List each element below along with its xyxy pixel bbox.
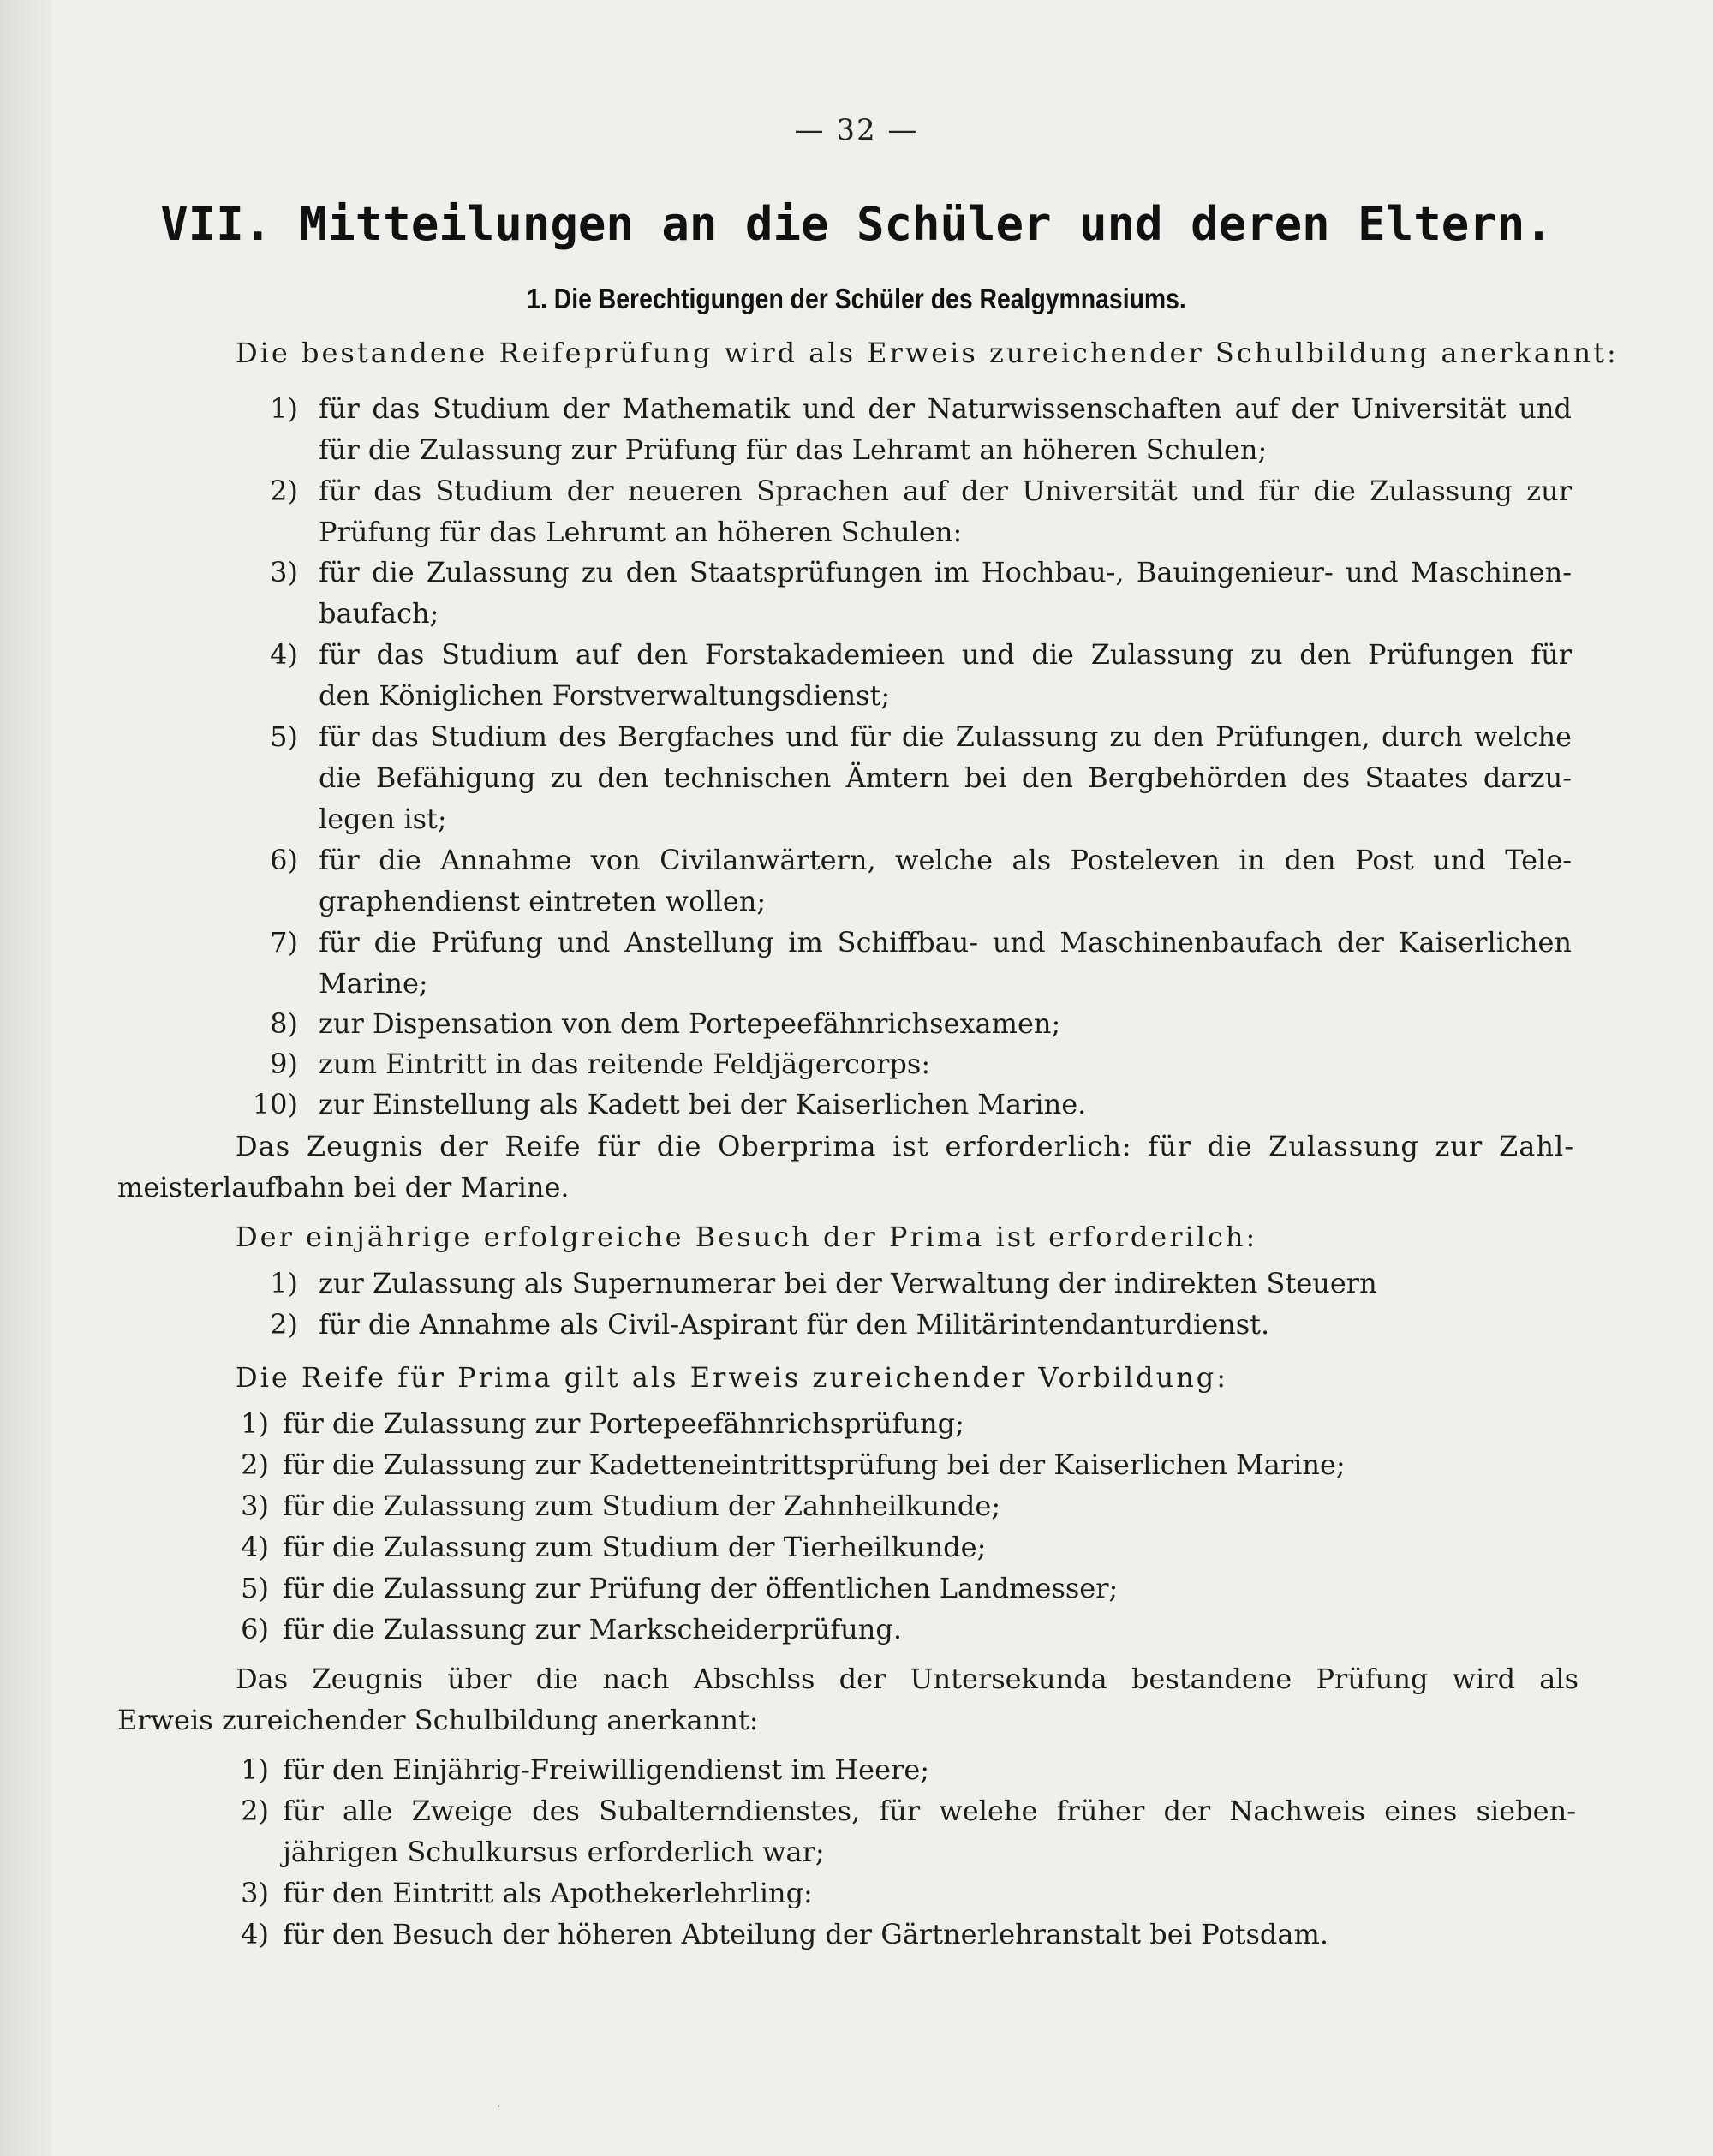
list-item-line: graphendienst eintreten wollen; — [319, 885, 767, 917]
list-number: 3) — [270, 556, 298, 588]
list-item-line: für die Annahme als Civil-Aspirant für den Militärintendanturdienst. — [319, 1308, 1270, 1341]
list-item-line: zum Eintritt in das reitende Feldjägercorps: — [319, 1048, 931, 1080]
list-item-line: für die Zulassung zur Portepeefähnrichsprüfung; — [283, 1407, 964, 1440]
list-number: 2) — [270, 475, 298, 507]
list-number: 3) — [241, 1490, 269, 1522]
list-number: 1) — [270, 392, 298, 425]
list-item-line: für die Zulassung zum Studium der Zahnheilkunde; — [283, 1490, 1001, 1522]
list-item-line: für die Zulassung zur Prüfung der öffentlichen Landmesser; — [283, 1572, 1119, 1604]
list-item-line: für die Zulassung zur Kadetteneintrittsprüfung bei der Kaiserlichen Marine; — [283, 1448, 1346, 1481]
list-item-line: für das Studium des Bergfaches und für die Zulassung zu den Prüfungen, durch welche — [319, 720, 1572, 753]
list-item-line: die Befähigung zu den technischen Ämtern bei den Bergbehörden des Staates darzu- — [319, 761, 1572, 794]
list-number: 1) — [270, 1267, 298, 1299]
list-item-line: für die Annahme von Civilanwärtern, welche als Posteleven in den Post und Tele- — [319, 844, 1572, 876]
list-number: 6) — [241, 1613, 269, 1645]
list-number: 5) — [270, 720, 298, 753]
list-number: 2) — [270, 1308, 298, 1341]
list-item-line: für die Zulassung zur Markscheiderprüfung. — [283, 1613, 903, 1645]
list-item-line: für den Besuch der höheren Abteilung der Gärtnerlehranstalt bei Potsdam. — [283, 1918, 1328, 1950]
list-item-line: für die Zulassung zu den Staatsprüfungen im Hochbau-, Bauingenieur- und Maschinen- — [319, 556, 1572, 588]
list-number: 4) — [241, 1531, 269, 1563]
list-number: 6) — [270, 844, 298, 876]
reife-intro: Die bestandene Reifeprüfung wird als Erweis zureichender Schulbildung anerkannt: — [236, 337, 1619, 369]
list-item-line: Prüfung für das Lehrumt an höheren Schulen: — [319, 516, 963, 548]
list-number: 8) — [270, 1007, 298, 1040]
list-number: 5) — [241, 1572, 269, 1604]
list-number: 1) — [241, 1753, 269, 1786]
untersekunda-intro-line: Das Zeugnis über die nach Abschlss der Untersekunda bestandene Prüfung wird als — [236, 1663, 1579, 1695]
list-number: 7) — [270, 926, 298, 959]
list-item-line: zur Dispensation von dem Portepeefähnrichsexamen; — [319, 1007, 1061, 1040]
list-number: 4) — [270, 638, 298, 671]
list-number: 1) — [241, 1407, 269, 1440]
page-mark-dot: · — [497, 2100, 501, 2114]
list-item-line: für die Prüfung und Anstellung im Schiffbau- und Maschinenbaufach der Kaiserlichen — [319, 926, 1572, 959]
list-item-line: für alle Zweige des Subalterndienstes, für welehe früher der Nachweis eines sieben- — [283, 1795, 1576, 1827]
subsection-title: 1. Die Berechtigungen der Schüler des Realgymnasiums. — [527, 283, 1186, 314]
list-number: 4) — [241, 1918, 269, 1950]
list-item-line: Marine; — [319, 967, 428, 1000]
list-item-line: baufach; — [319, 597, 439, 630]
prima-besuch-intro: Der einjährige erfolgreiche Besuch der Prima ist erforderilch: — [236, 1221, 1258, 1253]
list-number: 3) — [241, 1877, 269, 1909]
oberprima-line: meisterlaufbahn bei der Marine. — [117, 1171, 570, 1203]
list-item-line: für die Zulassung zur Prüfung für das Lehramt an höheren Schulen; — [319, 433, 1268, 466]
list-item-line: jährigen Schulkursus erforderlich war; — [283, 1836, 825, 1868]
list-number: 9) — [270, 1048, 298, 1080]
list-item-line: für das Studium auf den Forstakademieen und die Zulassung zu den Prüfungen für — [319, 638, 1572, 671]
list-item-line: für das Studium der Mathematik und der Naturwissenschaften auf der Universität und — [319, 392, 1572, 425]
list-item-line: für den Einjährig-Freiwilligendienst im Heere; — [283, 1753, 930, 1786]
section-title: VII. Mitteilungen an die Schüler und deren Eltern. — [160, 197, 1553, 251]
list-item-line: legen ist; — [319, 803, 447, 835]
list-item-line: für die Zulassung zum Studium der Tierheilkunde; — [283, 1531, 987, 1563]
list-item-line: zur Zulassung als Supernumerar bei der Verwaltung der indirekten Steuern — [319, 1267, 1377, 1299]
list-item-line: den Königlichen Forstverwaltungsdienst; — [319, 679, 891, 712]
list-number: 2) — [241, 1448, 269, 1481]
page-shadow-edge — [0, 0, 51, 2156]
page-number: — 32 — — [794, 113, 919, 147]
list-item-line: zur Einstellung als Kadett bei der Kaiserlichen Marine. — [319, 1088, 1087, 1120]
untersekunda-intro-line: Erweis zureichender Schulbildung anerkannt: — [117, 1704, 759, 1736]
oberprima-line: Das Zeugnis der Reife für die Oberprima ist erforderlich: für die Zulassung zur Zahl- — [236, 1130, 1574, 1162]
prima-reife-intro: Die Reife für Prima gilt als Erweis zureichender Vorbildung: — [236, 1361, 1229, 1394]
list-number: 10) — [252, 1088, 298, 1120]
list-item-line: für den Eintritt als Apothekerlehrling: — [283, 1877, 813, 1909]
list-number: 2) — [241, 1795, 269, 1827]
list-item-line: für das Studium der neueren Sprachen auf der Universität und für die Zulassung zur — [319, 475, 1572, 507]
